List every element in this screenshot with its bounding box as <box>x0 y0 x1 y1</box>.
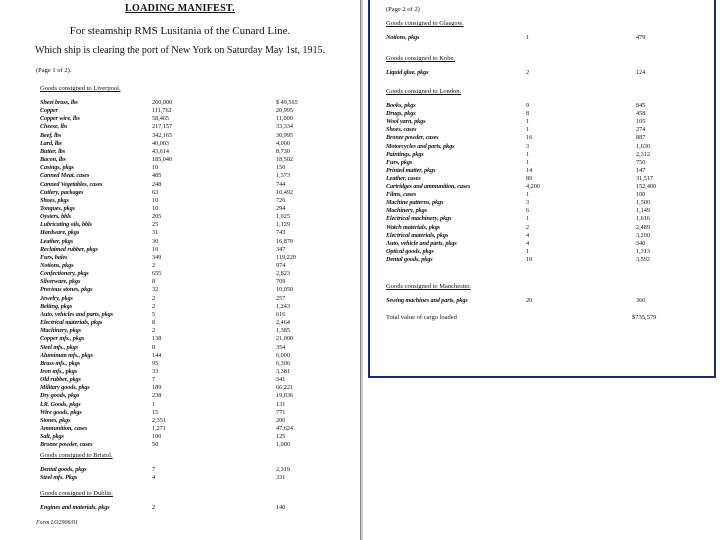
item-quantity: 5 <box>152 310 156 318</box>
form-number: Form LO2906/01 <box>36 520 79 526</box>
item-description: Belting, pkgs <box>40 302 73 310</box>
item-quantity: 205 <box>152 213 162 221</box>
manifest-row <box>40 140 340 148</box>
manifest-row <box>40 107 340 115</box>
item-description: Casings, pkgs <box>40 164 74 172</box>
item-description: Butter, lbs <box>40 147 66 155</box>
item-value: 2,464 <box>276 319 290 327</box>
item-value: 10,492 <box>276 188 294 196</box>
item-description: Engines and materials, pkgs <box>40 504 110 511</box>
item-value: $ 49,565 <box>276 99 298 106</box>
item-quantity: 3 <box>526 199 530 207</box>
item-description: Iron mfs., pkgs <box>40 367 78 375</box>
item-value: 1,385 <box>276 327 290 335</box>
manifest-row <box>40 425 340 433</box>
item-description: Notions, pkgs <box>40 262 74 269</box>
item-value: 33,334 <box>276 123 294 131</box>
item-quantity: 217,157 <box>152 123 173 131</box>
item-description: Bronze powder, cases <box>40 441 93 449</box>
item-quantity: 10 <box>152 245 159 253</box>
item-quantity: 7 <box>152 376 156 384</box>
manifest-row <box>40 311 340 319</box>
item-quantity: 50 <box>152 441 159 449</box>
item-value: 147 <box>636 166 646 174</box>
item-description: Electrical machinery, pkgs <box>386 215 452 223</box>
item-quantity: 33 <box>152 367 159 375</box>
manifest-row <box>40 115 340 123</box>
manifest-row <box>386 134 706 142</box>
item-description: Sheet brass, lbs <box>40 99 78 106</box>
item-quantity: 31 <box>152 229 159 237</box>
item-quantity: 1 <box>152 400 156 408</box>
item-description: Copper <box>40 107 58 115</box>
manifest-row <box>40 327 340 335</box>
item-description: Confectionery, pkgs <box>40 270 89 278</box>
item-value: 20,995 <box>276 107 294 115</box>
manifest-row <box>40 401 340 409</box>
item-description: Lard, lbs <box>40 139 62 147</box>
manifest-row <box>40 441 340 449</box>
item-description: Beef, lbs <box>40 131 62 139</box>
item-quantity: 4 <box>152 474 156 482</box>
item-quantity: 4 <box>526 231 530 239</box>
manifest-row <box>40 433 340 441</box>
item-quantity: 8 <box>152 278 156 286</box>
item-quantity: 10 <box>526 255 533 263</box>
item-value: 274 <box>636 126 646 134</box>
item-description: Machinery, pkgs <box>386 207 427 215</box>
item-value: 354 <box>276 343 286 351</box>
manifest-row <box>40 156 340 164</box>
item-description: Ammunition, cases <box>40 425 88 432</box>
section-heading: Goods consigned to Dublin. <box>40 490 113 497</box>
item-description: Liquid glue, pkgs <box>386 69 429 76</box>
item-value: 6,306 <box>276 359 290 367</box>
item-description: Books, pkgs <box>386 102 416 109</box>
item-quantity: 43,614 <box>152 147 170 155</box>
manifest-row <box>40 376 340 384</box>
item-quantity: 2 <box>526 69 530 76</box>
item-value: 974 <box>276 262 286 269</box>
item-quantity: 95 <box>152 359 159 367</box>
item-description: Dental goods, pkgs <box>386 255 433 263</box>
manifest-row <box>40 278 340 286</box>
item-value: 21,000 <box>276 335 294 343</box>
item-value: 479 <box>636 34 646 41</box>
item-value: 8,730 <box>276 147 290 155</box>
item-quantity: 8 <box>152 343 156 351</box>
total-label: Total value of cargo loaded <box>386 314 457 321</box>
item-description: Brass mfs., pkgs <box>40 359 81 367</box>
manifest-subtitle: For steamship RMS Lusitania of the Cunard Line. <box>69 25 291 37</box>
item-description: Cartridges and ammunition, cases <box>386 183 471 190</box>
item-description: Steel mfs., pkgs <box>40 343 78 351</box>
manifest-row <box>386 297 706 305</box>
manifest-row <box>40 504 340 512</box>
item-description: Films, cases <box>386 191 417 199</box>
manifest-row <box>386 69 706 77</box>
item-quantity: 10 <box>152 196 159 204</box>
item-description: Precious stones, pkgs <box>40 286 93 294</box>
item-quantity: 138 <box>152 335 162 343</box>
manifest-row <box>386 248 706 256</box>
item-description: Electrical materials, pkgs <box>40 319 103 327</box>
item-description: I.R. Goods, pkgs <box>40 400 81 408</box>
item-description: Canned Vegetables, cases <box>40 180 103 188</box>
item-value: 1,313 <box>636 247 650 255</box>
section-heading: Goods consigned to London. <box>386 88 462 95</box>
section-heading: Goods consigned to Glasgow. <box>386 20 464 27</box>
item-description: Printed matter, pkgs <box>386 166 436 174</box>
manifest-row <box>386 199 706 207</box>
manifest-row <box>386 191 706 199</box>
item-value: 31,517 <box>636 174 654 182</box>
item-quantity: 14 <box>526 166 533 174</box>
manifest-row <box>386 232 706 240</box>
page-label: (Page 1 of 2). <box>36 67 72 74</box>
item-description: Shoes, cases <box>386 126 417 134</box>
item-quantity: 100 <box>152 433 162 441</box>
item-quantity: 10 <box>152 164 159 172</box>
manifest-row <box>40 392 340 400</box>
item-value: 66,221 <box>276 384 294 392</box>
item-quantity: 25 <box>152 221 159 229</box>
item-quantity: 6 <box>526 207 530 215</box>
item-value: 11,000 <box>276 115 293 123</box>
section-heading: Goods consigned to Kobe. <box>386 55 455 62</box>
item-description: Auto, vehicles and parts, pkgs <box>40 310 113 318</box>
manifest-row <box>386 159 706 167</box>
item-description: Motorcycles and parts, pkgs <box>386 142 455 150</box>
manifest-row <box>386 167 706 175</box>
manifest-row <box>40 254 340 262</box>
item-value: 18,502 <box>276 156 294 164</box>
item-description: Cheese, lbs <box>40 123 68 131</box>
item-value: 119,220 <box>276 253 296 261</box>
manifest-row <box>40 172 340 180</box>
item-description: Wire goods, pkgs <box>40 408 82 416</box>
item-value: 458 <box>636 110 646 118</box>
item-quantity: 89 <box>526 174 533 182</box>
item-value: 3,381 <box>276 367 290 375</box>
item-value: 1,500 <box>636 199 650 207</box>
item-quantity: 2 <box>152 504 156 511</box>
item-value: 616 <box>276 310 286 318</box>
item-description: Watch materials, pkgs <box>386 223 440 231</box>
manifest-row <box>386 126 706 134</box>
item-quantity: 1 <box>526 34 530 41</box>
item-quantity: 8 <box>152 319 156 327</box>
item-value: 2,312 <box>636 150 650 158</box>
section-heading: Goods consigned to Bristol. <box>40 452 113 459</box>
manifest-row <box>40 221 340 229</box>
item-quantity: 15 <box>152 408 159 416</box>
manifest-row <box>386 143 706 151</box>
item-quantity: 63 <box>152 188 159 196</box>
item-description: Old rubber, pkgs <box>40 376 81 384</box>
item-value: 2,489 <box>636 223 650 231</box>
item-description: Furs, bales <box>40 253 68 261</box>
item-quantity: 16 <box>526 134 533 142</box>
item-value: 10,050 <box>276 286 294 294</box>
item-value: 140 <box>276 504 286 511</box>
item-quantity: 1 <box>526 215 530 223</box>
item-value: 3,200 <box>636 231 650 239</box>
item-value: 30,995 <box>276 131 294 139</box>
item-value: 1,129 <box>276 221 290 229</box>
manifest-row <box>40 360 340 368</box>
manifest-row <box>386 175 706 183</box>
item-value: 341 <box>276 376 286 384</box>
item-description: Dry goods, pkgs <box>40 392 80 400</box>
manifest-row <box>386 118 706 126</box>
manifest-row <box>40 123 340 131</box>
manifest-row <box>40 246 340 254</box>
manifest-row <box>386 240 706 248</box>
item-value: 150 <box>276 164 286 172</box>
manifest-row <box>40 164 340 172</box>
manifest-row <box>40 181 340 189</box>
item-quantity: 1 <box>526 150 530 158</box>
item-quantity: 8 <box>526 110 530 118</box>
manifest-row <box>40 319 340 327</box>
item-description: Salt, pkgs <box>40 433 64 441</box>
item-description: Machine patterns, pkgs <box>386 199 444 207</box>
manifest-row <box>386 207 706 215</box>
manifest-row <box>40 99 340 107</box>
item-value: 1,243 <box>276 302 290 310</box>
item-description: Electrical materials, pkgs <box>386 231 449 239</box>
item-description: Wool yarn, pkgs <box>386 118 426 126</box>
item-quantity: 4,200 <box>526 183 540 190</box>
item-value: 347 <box>276 245 286 253</box>
item-description: Machinery, pkgs <box>40 327 81 335</box>
item-description: Auto, vehicle and parts, pkgs <box>386 239 457 247</box>
item-value: 771 <box>276 408 286 416</box>
item-quantity: 2,351 <box>152 416 166 424</box>
manifest-row <box>40 335 340 343</box>
item-description: Leather, cases <box>386 174 421 182</box>
item-value: 19,036 <box>276 392 294 400</box>
item-quantity: 1,271 <box>152 425 166 432</box>
item-value: 6,000 <box>276 351 290 359</box>
item-quantity: 58,465 <box>152 115 170 123</box>
manifest-row <box>386 110 706 118</box>
item-description: Optical goods, pkgs <box>386 247 434 255</box>
item-description: Aluminum mfs., pkgs <box>40 351 93 359</box>
item-value: 1,616 <box>636 215 650 223</box>
item-description: Notions, pkgs <box>386 34 420 41</box>
item-value: 750 <box>636 158 646 166</box>
item-quantity: 248 <box>152 180 162 188</box>
manifest-row <box>40 132 340 140</box>
item-value: 131 <box>276 400 286 408</box>
item-description: Canned Meat, cases <box>40 172 90 180</box>
item-value: 1,149 <box>636 207 650 215</box>
item-quantity: 189 <box>152 384 162 392</box>
manifest-row <box>40 417 340 425</box>
item-description: Bronze powder, cases <box>386 134 439 142</box>
item-description: Stones, pkgs <box>40 416 71 424</box>
item-value: 1,025 <box>276 213 290 221</box>
item-quantity: 485 <box>152 172 162 180</box>
item-quantity: 238 <box>152 392 162 400</box>
item-quantity: 1 <box>526 118 530 126</box>
item-value: 887 <box>636 134 646 142</box>
manifest-row <box>40 189 340 197</box>
manifest-row <box>40 344 340 352</box>
item-value: 257 <box>276 294 286 302</box>
manifest-row <box>40 213 340 221</box>
item-quantity: 4 <box>526 239 530 247</box>
manifest-row <box>40 295 340 303</box>
item-description: Bacon, lbs <box>40 156 66 164</box>
manifest-page-2 <box>368 0 716 378</box>
item-description: Paintings, pkgs <box>386 150 424 158</box>
item-quantity: 10 <box>152 204 159 212</box>
manifest-row <box>40 384 340 392</box>
item-description: Drugs, pkgs <box>386 110 416 118</box>
item-quantity: 1 <box>526 158 530 166</box>
item-quantity: 185,040 <box>152 156 173 164</box>
item-value: 124 <box>636 69 646 76</box>
item-description: Furs, pkgs <box>386 158 413 166</box>
item-description: Tongues, pkgs <box>40 204 75 212</box>
manifest-row <box>40 474 340 482</box>
item-description: Silverware, pkgs <box>40 278 81 286</box>
section-heading: Goods consigned to Liverpool. <box>40 85 121 92</box>
manifest-row <box>40 270 340 278</box>
item-value: 16,870 <box>276 237 294 245</box>
item-quantity: 9 <box>526 102 530 109</box>
item-description: Steel mfs. Pkgs <box>40 474 78 482</box>
item-description: Sewing machines and parts, pkgs <box>386 297 468 304</box>
manifest-row <box>40 229 340 237</box>
item-value: 2,319 <box>276 466 290 473</box>
manifest-row <box>386 34 706 42</box>
item-quantity: 20 <box>526 297 533 304</box>
item-value: 1,630 <box>636 142 650 150</box>
item-value: 340 <box>636 239 646 247</box>
manifest-row <box>40 238 340 246</box>
manifest-row <box>386 183 706 191</box>
item-value: 360 <box>636 297 646 304</box>
manifest-row <box>40 303 340 311</box>
item-value: 709 <box>276 278 286 286</box>
item-description: Dental goods, pkgs <box>40 466 87 473</box>
item-value: 125 <box>276 433 286 441</box>
manifest-row <box>386 224 706 232</box>
item-quantity: 2 <box>152 302 156 310</box>
item-value: 845 <box>636 102 646 109</box>
manifest-row <box>40 262 340 270</box>
manifest-title: LOADING MANIFEST. <box>125 3 235 14</box>
manifest-row <box>40 368 340 376</box>
item-quantity: 342,165 <box>152 131 173 139</box>
item-value: 331 <box>276 474 286 482</box>
item-quantity: 1 <box>526 126 530 134</box>
manifest-row <box>386 102 706 110</box>
manifest-row <box>386 256 706 264</box>
item-value: 152,400 <box>636 183 657 190</box>
item-value: 200 <box>276 416 286 424</box>
item-quantity: 3 <box>526 142 530 150</box>
manifest-row <box>386 215 706 223</box>
item-description: Lubricating oils, bbls <box>40 221 92 229</box>
item-quantity: 1 <box>526 247 530 255</box>
item-quantity: 2 <box>152 294 156 302</box>
item-description: Hardware, pkgs <box>40 229 80 237</box>
section-heading: Goods consigned to Manchester. <box>386 283 471 290</box>
manifest-question: Which ship is clearing the port of New York on Saturday May 1st, 1915. <box>35 45 325 56</box>
item-quantity: 30 <box>152 237 159 245</box>
item-value: 3,592 <box>636 255 650 263</box>
item-quantity: 260,000 <box>152 99 173 106</box>
item-value: 100 <box>636 191 646 199</box>
item-quantity: 1 <box>526 191 530 199</box>
item-quantity: 655 <box>152 270 162 278</box>
item-value: 294 <box>276 204 286 212</box>
item-value: 4,000 <box>276 139 290 147</box>
item-value: 1,373 <box>276 172 290 180</box>
item-quantity: 2 <box>152 262 156 269</box>
item-value: 726 <box>276 196 286 204</box>
manifest-row <box>40 286 340 294</box>
item-quantity: 2 <box>152 327 156 335</box>
manifest-row <box>40 409 340 417</box>
item-description: Cutlery, packages <box>40 188 84 196</box>
manifest-row <box>40 466 340 474</box>
item-quantity: 40,003 <box>152 139 170 147</box>
manifest-row <box>386 151 706 159</box>
item-value: 105 <box>636 118 646 126</box>
item-value: 1,000 <box>276 441 290 449</box>
item-quantity: 7 <box>152 466 156 473</box>
item-quantity: 2 <box>526 223 530 231</box>
item-description: Military goods, pkgs <box>40 384 90 392</box>
manifest-row <box>40 352 340 360</box>
item-description: Copper mfs., pkgs <box>40 335 85 343</box>
item-value: 744 <box>276 180 286 188</box>
item-description: Oysters, bbls <box>40 213 72 221</box>
item-value: 2,823 <box>276 270 290 278</box>
total-value: $735,579 <box>632 314 657 321</box>
item-quantity: 111,762 <box>152 107 172 115</box>
item-description: Copper wire, lbs <box>40 115 80 123</box>
item-description: Shoes, pkgs <box>40 196 69 204</box>
item-description: Reclaimed rubber, pkgs <box>40 245 98 253</box>
item-description: Jewelry, pkgs <box>40 294 73 302</box>
item-value: 47,624 <box>276 425 294 432</box>
item-quantity: 144 <box>152 351 162 359</box>
page-label: (Page 2 of 2) <box>386 6 420 13</box>
item-quantity: 349 <box>152 253 162 261</box>
manifest-row <box>40 148 340 156</box>
manifest-row <box>40 205 340 213</box>
item-description: Leather, pkgs <box>40 237 74 245</box>
item-value: 743 <box>276 229 286 237</box>
item-quantity: 32 <box>152 286 159 294</box>
manifest-row <box>40 197 340 205</box>
